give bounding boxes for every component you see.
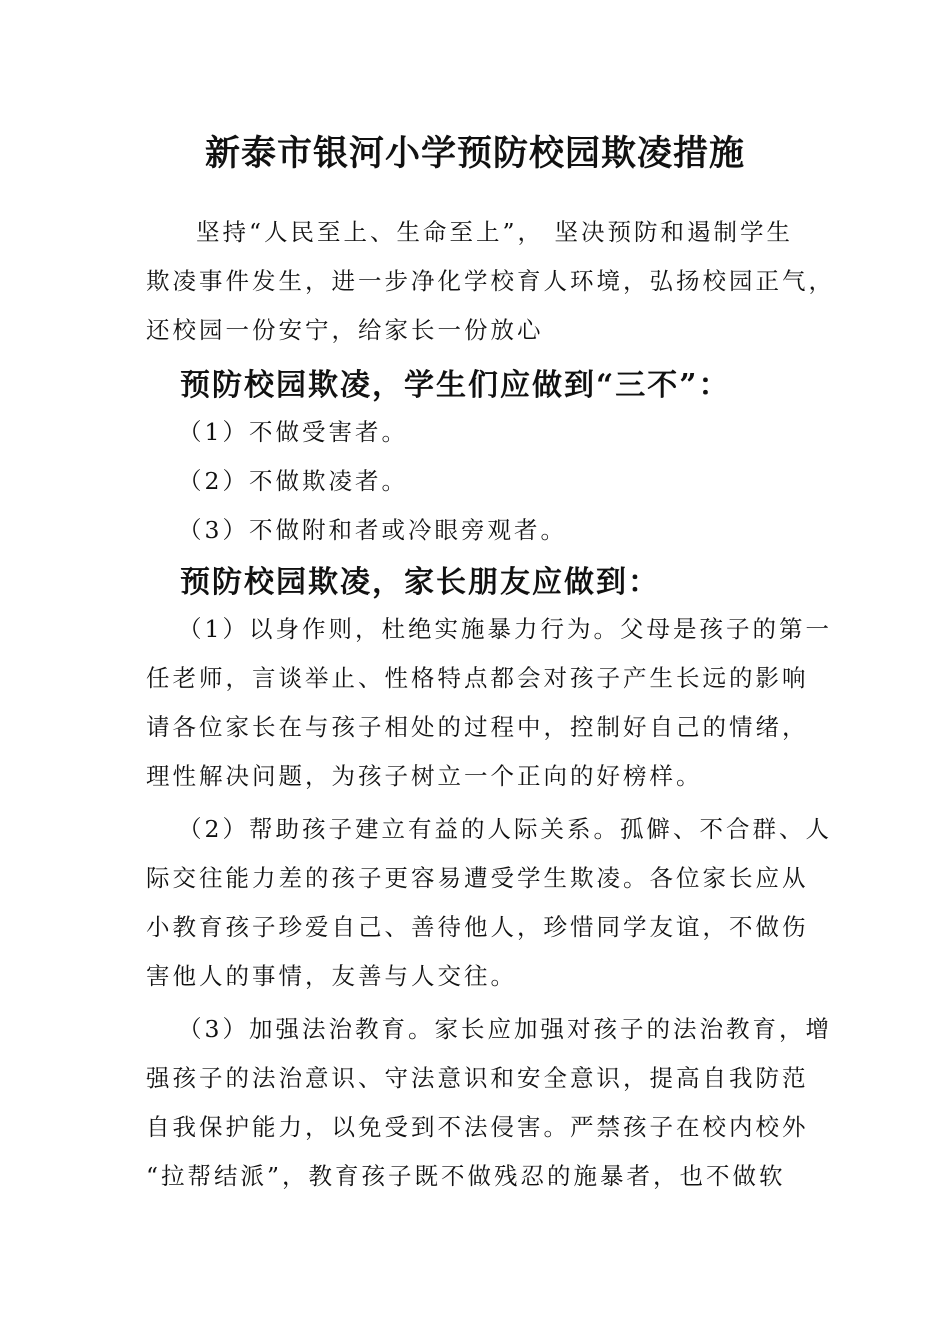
parents-item2-line-4: 害他人的事情，友善与人交往。	[146, 962, 517, 990]
intro-line-1: 坚持“人民至上、生命至上”， 坚决预防和遏制学生	[196, 218, 793, 246]
students-item-2: （2）不做欺凌者。	[178, 467, 408, 495]
parents-item2-line-3: 小教育孩子珍爱自己、善待他人，珍惜同学友谊，不做伤	[146, 913, 809, 941]
parents-item2-line-2: 际交往能力差的孩子更容易遭受学生欺凌。各位家长应从	[146, 864, 809, 892]
parents-item3-line-4: “拉帮结派”，教育孩子既不做残忍的施暴者，也不做软	[146, 1162, 786, 1190]
parents-item1-line-3: 请各位家长在与孩子相处的过程中，控制好自己的情绪，	[146, 713, 809, 741]
students-item-1: （1）不做受害者。	[178, 418, 408, 446]
intro-line-3: 还校园一份安宁，给家长一份放心	[146, 316, 544, 344]
students-item-3: （3）不做附和者或冷眼旁观者。	[178, 516, 567, 544]
parents-item1-line-4: 理性解决问题，为孩子树立一个正向的好榜样。	[146, 762, 703, 790]
document-title: 新泰市银河小学预防校园欺凌措施	[204, 133, 745, 174]
parents-item3-line-3: 自我保护能力，以免受到不法侵害。严禁孩子在校内校外	[146, 1113, 809, 1141]
parents-item3-line-1: （3）加强法治教育。家长应加强对孩子的法治教育，增	[178, 1015, 832, 1043]
intro-line-2: 欺凌事件发生，进一步净化学校育人环境，弘扬校园正气，	[146, 267, 835, 295]
parents-heading: 预防校园欺凌，家长朋友应做到：	[180, 565, 660, 600]
parents-item3-line-2: 强孩子的法治意识、守法意识和安全意识，提高自我防范	[146, 1064, 809, 1092]
parents-item1-line-2: 任老师，言谈举止、性格特点都会对孩子产生长远的影响	[146, 664, 809, 692]
parents-item1-line-1: （1）以身作则，杜绝实施暴力行为。父母是孩子的第一	[178, 615, 832, 643]
parents-item2-line-1: （2）帮助孩子建立有益的人际关系。孤僻、不合群、人	[178, 815, 832, 843]
students-heading: 预防校园欺凌，学生们应做到“三不”：	[180, 368, 731, 403]
